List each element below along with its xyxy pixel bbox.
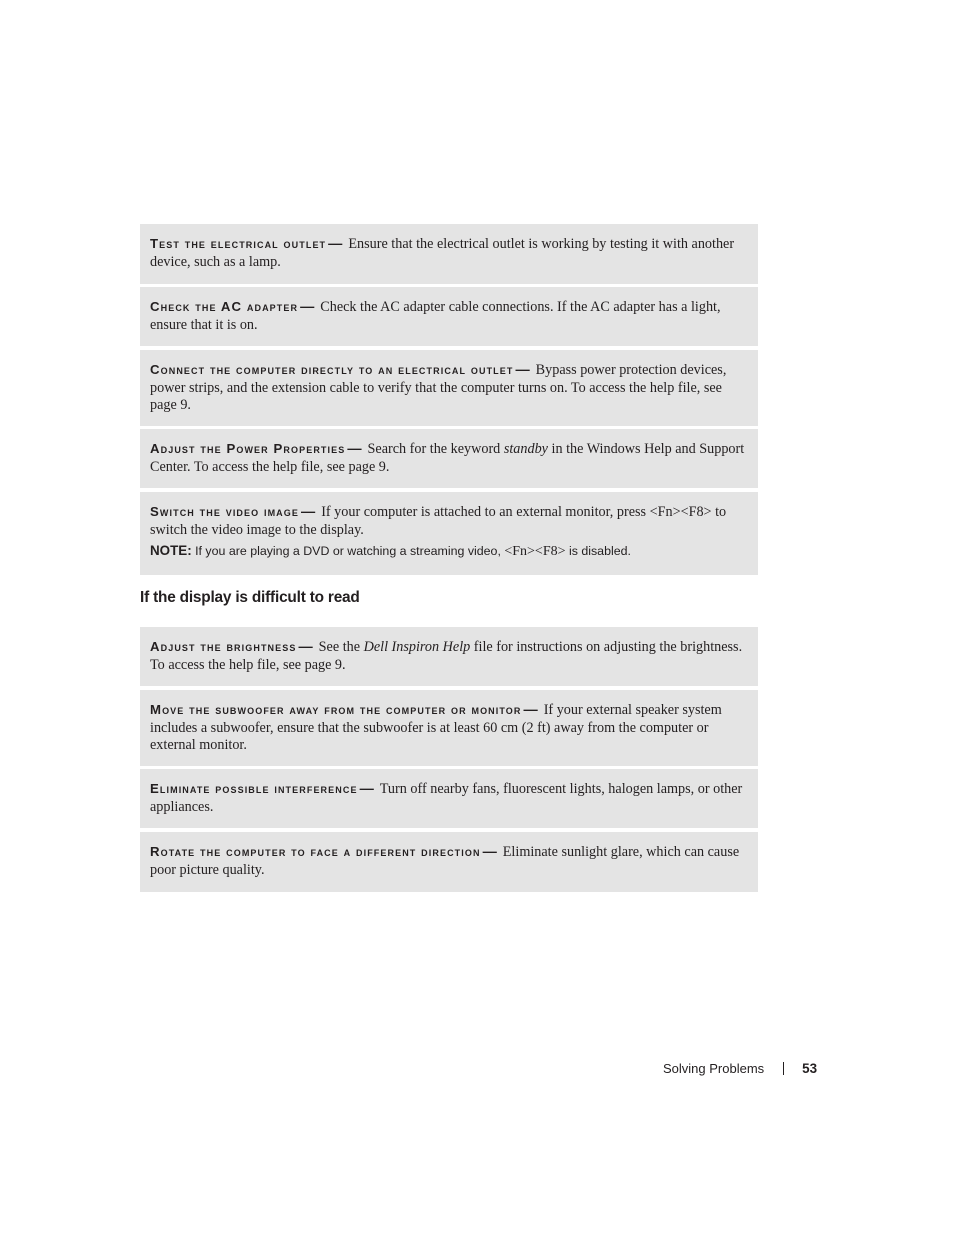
- tip-body: If your computer is attached to an external monitor, press <Fn><F8> to switch the video image to the display.: [150, 504, 727, 538]
- em-dash: —: [347, 441, 362, 457]
- tip-body: Check the AC adapter cable connections. If the AC adapter has a light, ensure that it is on.: [150, 299, 721, 333]
- tip-body-before: See the: [318, 639, 364, 655]
- tip-test-electrical-outlet: [140, 224, 758, 284]
- tip-body-after: file for instructions on adjusting the brightness. To access the help file, see page 9.: [150, 639, 743, 673]
- tip-heading: Adjust the brightness: [150, 639, 297, 654]
- tip-body-before: Search for the keyword: [367, 441, 504, 457]
- note-keys: <Fn><F8>: [504, 544, 566, 560]
- doc-title-dell-inspiron-help: Dell Inspiron Help: [363, 639, 471, 655]
- em-dash: —: [359, 781, 374, 797]
- tip-move-subwoofer: [140, 690, 758, 766]
- note-text-before: If you are playing a DVD or watching a streaming video,: [191, 544, 505, 559]
- tip-rotate-computer: [140, 832, 758, 892]
- em-dash: —: [523, 702, 538, 718]
- tip-body: Bypass power protection devices, power strips, and the extension cable to verify that the computer turns on. To access the help file, see page 9.: [150, 362, 727, 414]
- tip-heading: Test the electrical outlet: [150, 236, 327, 251]
- section-heading: If the display is difficult to read: [140, 589, 360, 606]
- note-text-after: is disabled.: [565, 544, 631, 559]
- tip-body: Eliminate sunlight glare, which can cause poor picture quality.: [150, 844, 740, 878]
- tip-adjust-power-properties: [140, 429, 758, 488]
- footer-divider: [783, 1062, 784, 1075]
- footer-section-title: Solving Problems: [663, 1061, 765, 1076]
- tip-switch-video-image: [140, 492, 758, 575]
- tip-body: Turn off nearby fans, fluorescent lights, halogen lamps, or other appliances.: [150, 781, 743, 815]
- em-dash: —: [300, 299, 315, 315]
- tip-heading: Eliminate possible interference: [150, 781, 358, 796]
- tip-heading: Adjust the Power Properties: [150, 441, 346, 456]
- tip-check-ac-adapter: [140, 287, 758, 346]
- tip-heading: Check the AC adapter: [150, 299, 299, 314]
- tip-heading: Rotate the computer to face a different direction: [150, 844, 481, 859]
- tip-body: If your external speaker system includes a subwoofer, ensure that the subwoofer is at least 60 cm (2 ft) away from the computer or external monitor.: [150, 702, 722, 754]
- em-dash: —: [515, 362, 530, 378]
- em-dash: —: [482, 844, 497, 860]
- tip-connect-directly-outlet: [140, 350, 758, 426]
- keyword-standby: standby: [503, 441, 548, 457]
- page-number: 53: [802, 1061, 818, 1076]
- tip-heading: Move the subwoofer away from the computer or monitor: [150, 702, 522, 717]
- tip-body-after: in the Windows Help and Support Center. To access the help file, see page 9.: [150, 441, 745, 475]
- tip-heading: Switch the video image: [150, 504, 299, 519]
- tip-eliminate-interference: [140, 769, 758, 828]
- tip-heading: Connect the computer directly to an electrical outlet: [150, 362, 514, 377]
- note: [150, 542, 748, 560]
- em-dash: —: [298, 639, 313, 655]
- em-dash: —: [328, 236, 343, 252]
- note-label: NOTE:: [150, 543, 192, 559]
- page-footer: [663, 1061, 817, 1076]
- em-dash: —: [301, 504, 316, 520]
- tip-body: Ensure that the electrical outlet is working by testing it with another device, such as a lamp.: [150, 236, 735, 270]
- tip-adjust-brightness: [140, 627, 758, 686]
